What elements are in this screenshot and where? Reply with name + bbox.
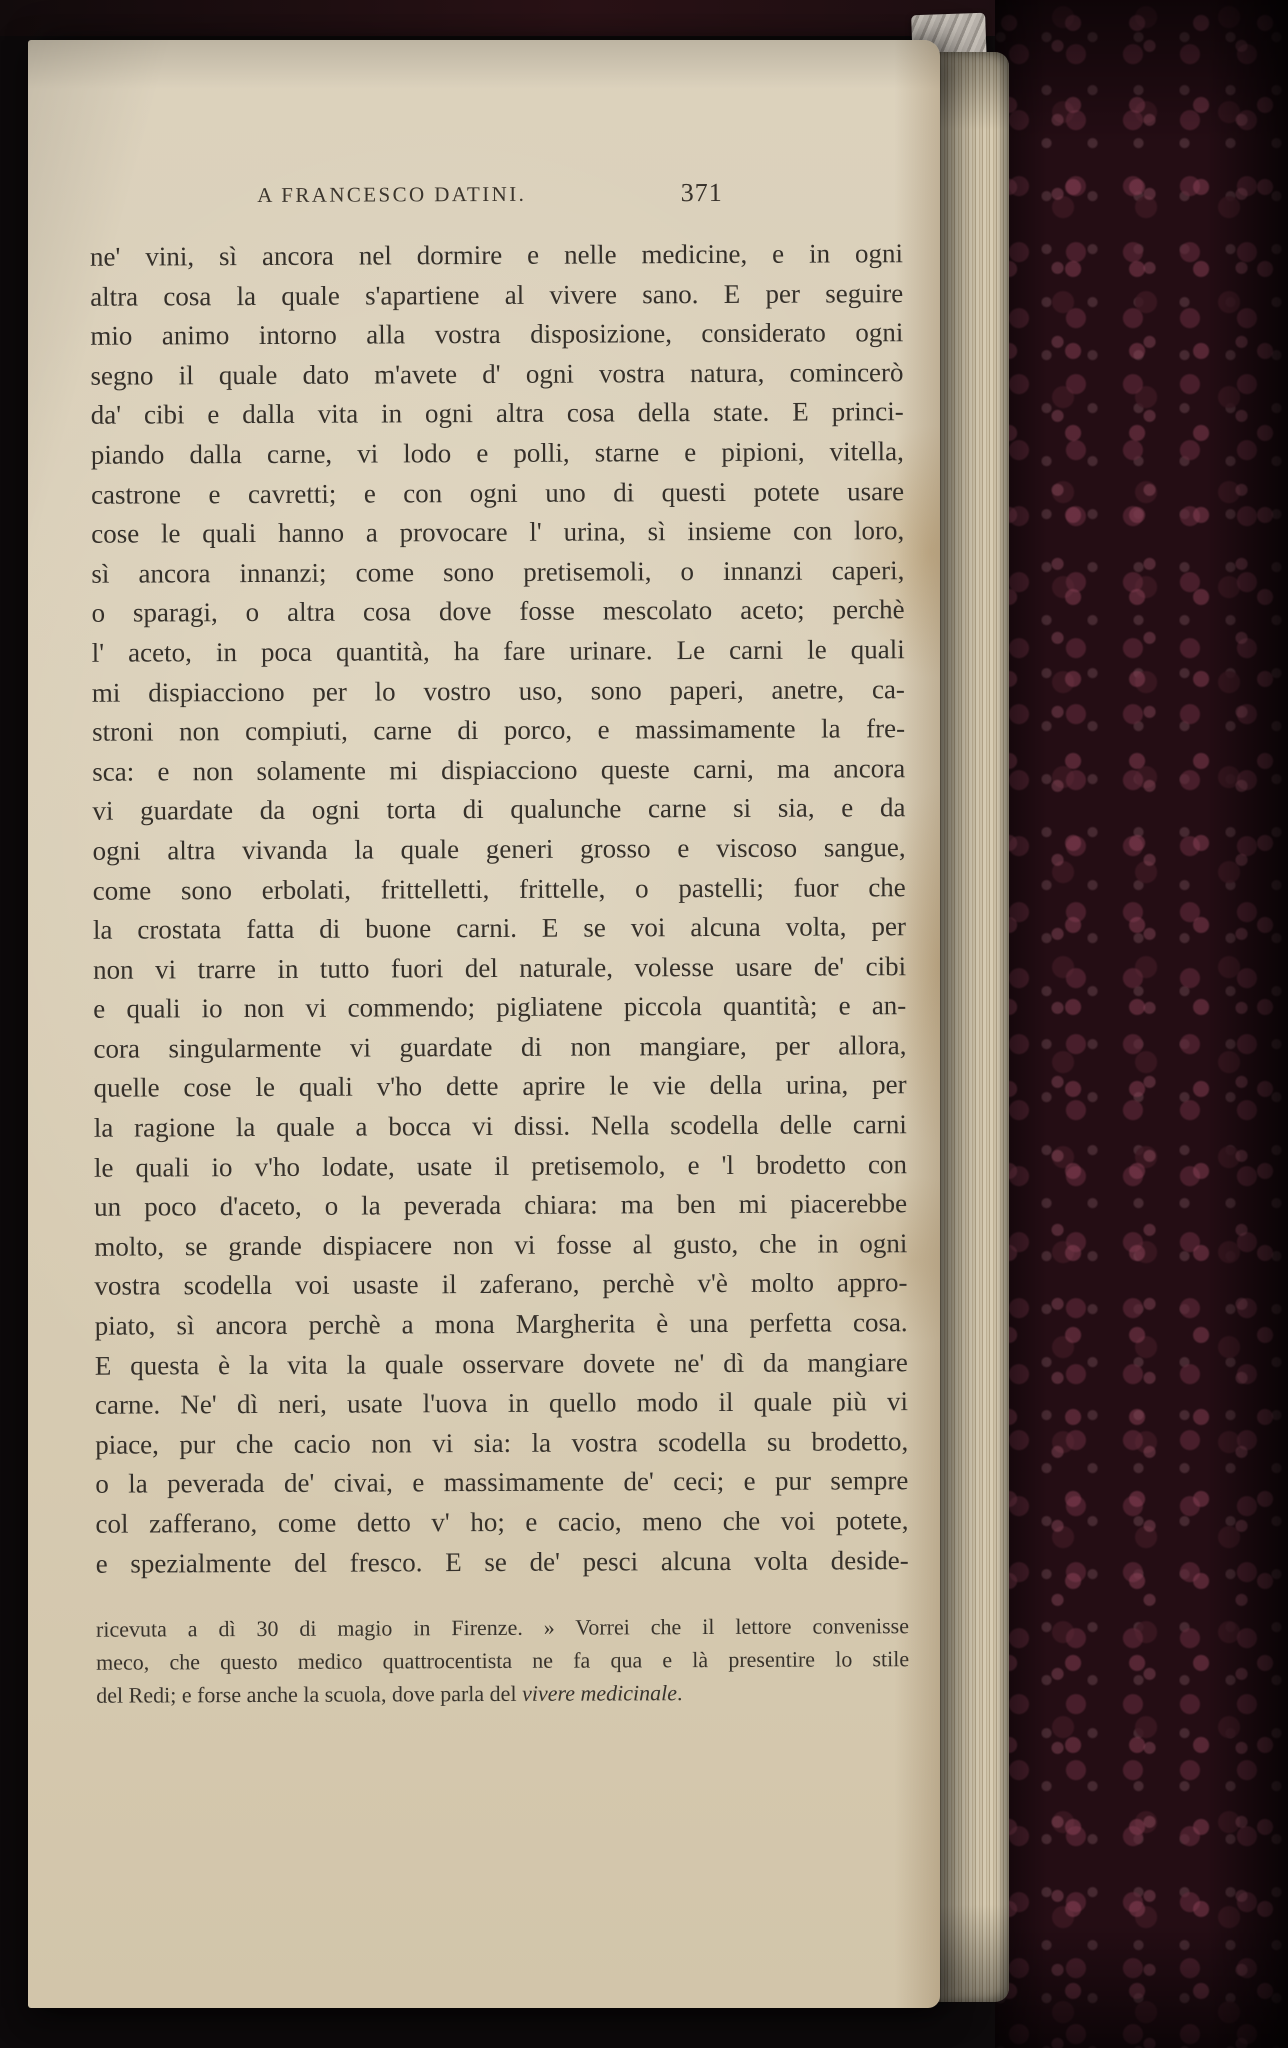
page-content <box>25 177 944 1713</box>
text-line: E questa è la vita la quale osservare dovete ne' dì da mangiare <box>94 1346 908 1381</box>
text-line: cora singularmente vi guardate di non mangiare, per allora, <box>93 1030 907 1064</box>
text-line: quelle cose le quali v'ho dette aprire le vie della urina, per <box>93 1069 907 1104</box>
text-line: l' aceto, in poca quantità, ha fare urinare. Le carni le quali <box>91 634 905 668</box>
text-line: stroni non compiuti, carne di porco, e massimamente la fre- <box>91 713 906 747</box>
text-line: o sparagi, o altra cosa dove fosse mescolato aceto; perchè <box>91 594 905 629</box>
text-line: piando dalla carne, vi lodo e polli, starne e pipioni, vitella, <box>90 436 904 470</box>
text-line: non vi trarre in tutto fuori del naturale, volesse usare de' cibi <box>93 950 907 985</box>
text-line: sì ancora innanzi; come sono pretisemoli, o innanzi caperi, <box>91 554 905 589</box>
text-line: mio animo intorno alla vostra disposizione, considerato ogni <box>90 317 904 351</box>
footnote-last-line <box>96 1676 909 1712</box>
book-page <box>28 40 940 2008</box>
page-number: 371 <box>680 177 723 208</box>
text-line: la ragione la quale a bocca vi dissi. Nella scodella delle carni <box>93 1109 907 1143</box>
text-line: e quali io non vi commendo; pigliatene piccola quantità; e an- <box>93 990 907 1024</box>
footnote-text-end: . <box>676 1679 683 1705</box>
text-line: piato, sì ancora perchè a mona Margherita è una perfetta cosa. <box>94 1307 908 1341</box>
footnote-italic-text: vivere medicinale <box>521 1679 678 1706</box>
text-line: come sono erbolati, frittelletti, frittelle, o pastelli; fuor che <box>92 871 906 906</box>
text-line: mi dispiacciono per lo vostro uso, sono paperi, anetre, ca- <box>91 673 905 708</box>
text-line: piace, pur che cacio non vi sia: la vostra scodella su brodetto, <box>95 1425 909 1460</box>
text-line: segno il quale dato m'avete d' ogni vostra natura, comincerò <box>90 356 904 391</box>
text-line: vi guardate da ogni torta di qualunche carne si sia, e da <box>92 792 906 827</box>
running-title: A FRANCESCO DATINI. <box>257 181 527 207</box>
text-line: ogni altra vivanda la quale generi grosso e viscoso sangue, <box>92 832 906 866</box>
footnote <box>96 1610 909 1712</box>
footnote-line: meco, che questo medico quattrocentista ne fa qua e là presentire lo stile <box>96 1646 910 1675</box>
text-line: vostra scodella voi usaste il zaferano, perchè v'è molto appro- <box>94 1267 908 1302</box>
text-line: le quali io v'ho lodate, usate il pretisemolo, e 'l brodetto con <box>93 1148 908 1183</box>
text-line: sca: e non solamente mi dispiacciono queste carni, ma ancora <box>92 752 906 787</box>
text-line: molto, se grande dispiacere non vi fosse al gusto, che in ogni <box>94 1227 908 1262</box>
text-line: da' cibi e dalla vita in ogni altra cosa della state. E princi- <box>90 396 904 431</box>
text-line: altra cosa la quale s'apartiene al vivere sano. E per seguire <box>90 277 904 312</box>
text-line: col zafferano, come detto v' ho; e cacio, meno che voi potete, <box>95 1505 909 1539</box>
text-line: carne. Ne' dì neri, usate l'uova in quello modo il quale più vi <box>94 1386 909 1420</box>
text-line: e spezialmente del fresco. E se de' pesci alcuna volta deside- <box>95 1544 909 1579</box>
text-line: o la peverada de' civai, e massimamente de' ceci; e pur sempre <box>95 1465 909 1500</box>
body-text <box>90 234 909 1584</box>
text-line: un poco d'aceto, o la peverada chiara: ma ben mi piacerebbe <box>94 1188 908 1222</box>
footnote-line: ricevuta a dì 30 di magio in Firenze. » Vorrei che il lettore convenisse <box>95 1613 910 1642</box>
text-line: ne' vini, sì ancora nel dormire e nelle medicine, e in ogni <box>89 238 904 272</box>
footnote-text: del Redi; e forse anche la scuola, dove parla del <box>96 1680 523 1708</box>
text-line: cose le quali hanno a provocare l' urina, sì insieme con loro, <box>91 515 905 549</box>
page-fore-edges <box>931 52 1009 2002</box>
marbled-cover <box>995 0 1288 2048</box>
page-header <box>25 177 937 218</box>
footnote-lines <box>96 1610 909 1679</box>
text-line: la crostata fatta di buone carni. E se voi alcuna volta, per <box>92 911 906 945</box>
text-line: castrone e cavretti; e con ogni uno di questi potete usare <box>90 475 905 510</box>
